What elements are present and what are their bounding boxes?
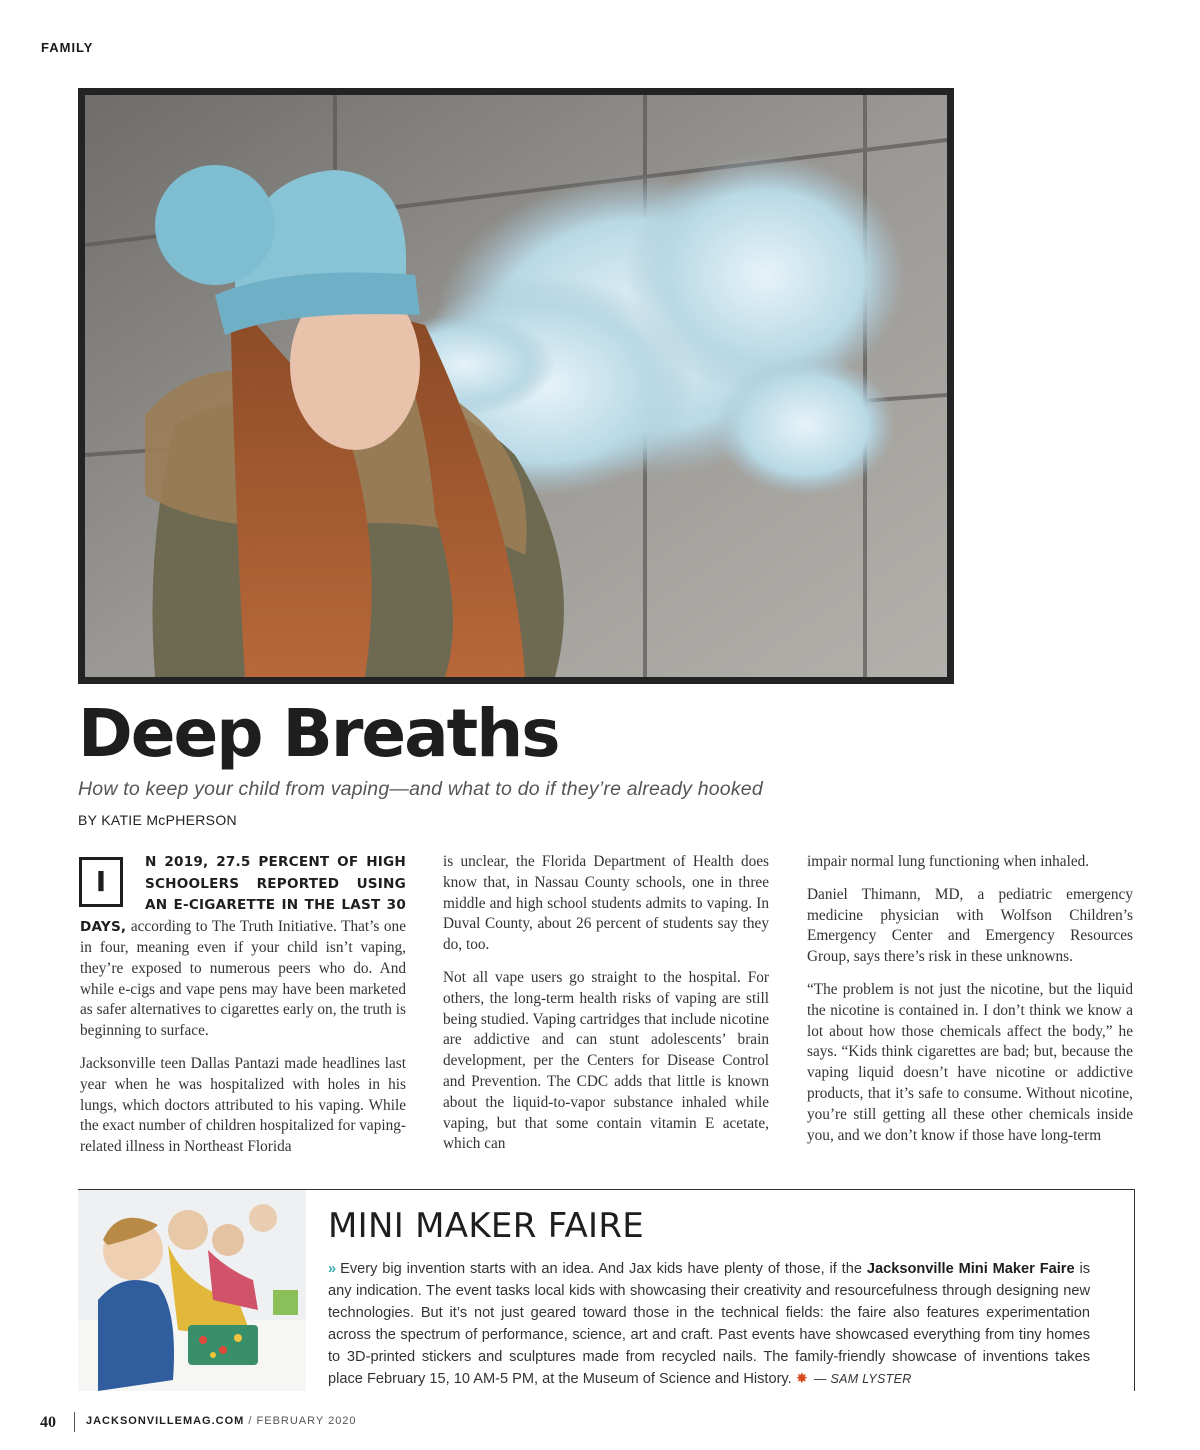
paragraph-text: according to The Truth Initiative. That’s one in four, meaning even if your child isn’t vaping, they’re exposed to numerous peers who do. And while e-cigs and vape pens may have been marketed as safer alternatives to cigarettes early on, the truth is beginning to surface. <box>80 917 406 1040</box>
star-icon: ✸ <box>795 1371 808 1387</box>
footer-site: JACKSONVILLEMAG.COM <box>86 1415 245 1427</box>
hero-illustration <box>85 95 947 677</box>
drop-cap: I <box>79 857 123 907</box>
section-label: FAMILY <box>41 40 94 55</box>
event-name: Jacksonville Mini Maker Faire <box>866 1261 1075 1277</box>
article-column-3 <box>807 852 1133 1158</box>
article-byline: BY KATIE McPHERSON <box>78 812 237 828</box>
sidebar-title: MINI MAKER FAIRE <box>328 1206 645 1246</box>
article-paragraph: “The problem is not just the nicotine, but the liquid the nicotine is contained in. I don’t think we know a lot about how those chemicals affect the body,” he says. “Kids think cigarettes are bad; but, because the vaping liquid doesn’t have nicotine or addictive products, that it’s safe to consume. Without nicotine, you’re still getting all these other chemicals inside you, and we don’t know if those have long-term <box>807 980 1133 1144</box>
footer-line <box>86 1415 357 1427</box>
article-paragraph: impair normal lung functioning when inhaled. <box>807 853 1090 870</box>
sidebar-text: Every big invention starts with an idea. And Jax kids have plenty of those, if the <box>340 1261 862 1277</box>
article-paragraph <box>80 852 406 1042</box>
footer-divider <box>74 1412 75 1432</box>
sidebar-photo <box>78 1190 306 1391</box>
sidebar-box <box>78 1189 1135 1391</box>
hero-photo <box>78 88 954 684</box>
page-number: 40 <box>40 1414 56 1431</box>
article-column-2 <box>443 852 769 1167</box>
footer-issue: FEBRUARY 2020 <box>256 1415 357 1427</box>
footer-separator: / <box>244 1415 257 1427</box>
article-paragraph: Jacksonville teen Dallas Pantazi made headlines last year when he was hospitalized with holes in his lungs, which doctors attributed to his vaping. While the exact number of children hospitalized for vaping-related illness in Northeast Florida <box>80 1054 406 1156</box>
chevron-right-icon: » <box>328 1261 337 1277</box>
article-paragraph: Not all vape users go straight to the hospital. For others, the long-term health risks of vaping are still being studied. Vaping cartridges that include nicotine are addictive and can stunt adolescents’ brain development, per the Centers for Disease Control and Prevention. The CDC adds that little is known about the liquid-to-vapor substance inhaled while vaping, but that some contain vitamin E acetate, which can <box>443 968 769 1153</box>
article-paragraph: Daniel Thimann, MD, a pediatric emergency medicine physician with Wolfson Children’s Emergency Center and Emergency Resources Group, says there’s risk in these unknowns. <box>807 885 1133 966</box>
sidebar-credit: — SAM LYSTER <box>813 1372 912 1386</box>
sidebar-body <box>328 1258 1090 1390</box>
lead-in: N 2019, 27.5 PERCENT OF HIGH SCHOOLERS REPORTED USING AN E-CIGARETTE IN THE LAST 30 DAYS, <box>80 854 406 935</box>
article-deck: How to keep your child from vaping—and what to do if they’re already hooked <box>78 778 763 800</box>
article-column-1 <box>80 852 406 1170</box>
article-headline: Deep Breaths <box>78 695 559 772</box>
sidebar-text: is any indication. The event tasks local kids with showcasing their creativity and resourcefulness through designing new technologies. But it’s not just geared toward those in the technical fields: the faire also features experimentation across the spectrum of performance, science, art and craft. Past events have showcased everything from tiny homes to 3D-printed stickers and sculptures made from recycled nails. The family-friendly showcase of inventions takes place February 15, 10 AM-5 PM, at the Museum of Science and History. <box>328 1261 1091 1387</box>
article-paragraph: is unclear, the Florida Department of Health does know that, in Nassau County schools, one in three middle and high school students admits to vaping. In Duval County, about 26 percent of students say they do, too. <box>443 853 769 954</box>
kids-illustration <box>78 1190 306 1391</box>
